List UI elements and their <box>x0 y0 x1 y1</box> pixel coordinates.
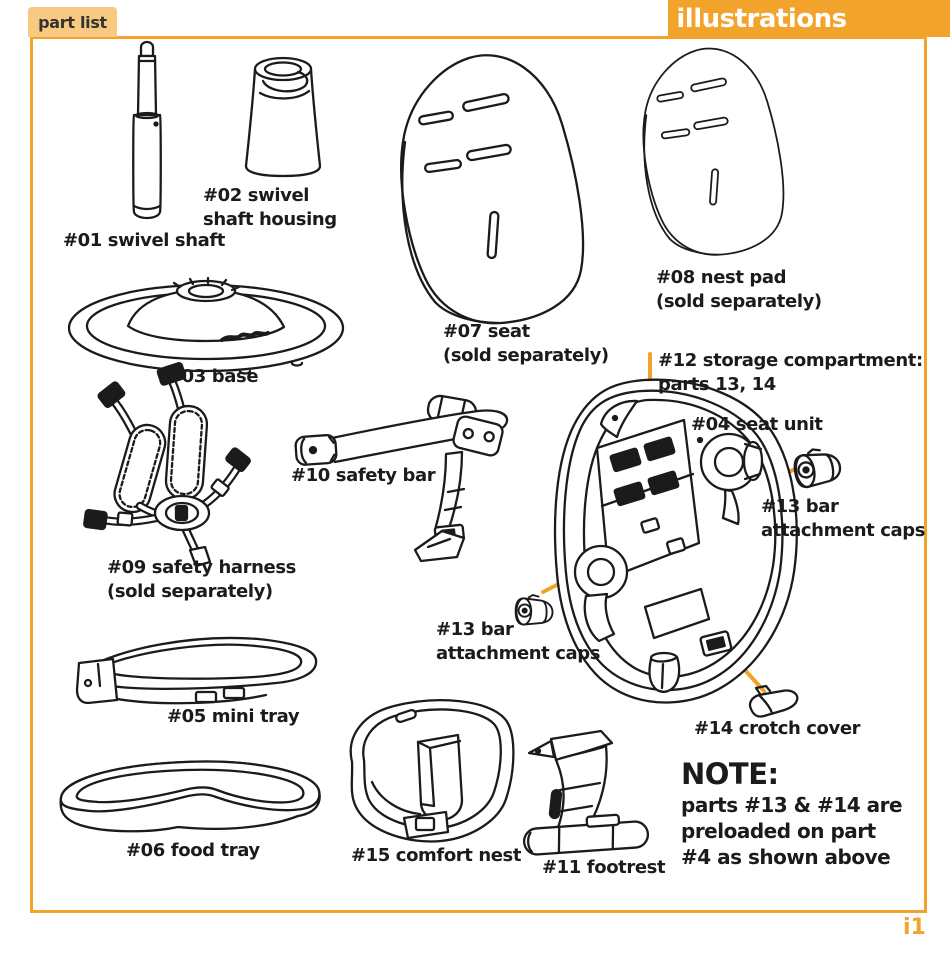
footrest-drawing <box>523 731 649 855</box>
base-drawing <box>69 278 343 374</box>
label-swivel-shaft: #01 swivel shaft <box>63 230 225 251</box>
safety-harness-drawing <box>84 362 251 566</box>
swivel-shaft-drawing <box>133 42 161 218</box>
food-tray-drawing <box>61 762 320 832</box>
part-list-tab: part list <box>28 7 117 37</box>
label-swivel-shaft-housing: #02 swivel shaft housing <box>203 185 337 230</box>
label-bar-attachment-caps-right: #13 bar attachment caps <box>761 496 926 541</box>
label-seat-unit: #04 seat unit <box>691 414 823 435</box>
label-nest-pad: #08 nest pad (sold separately) <box>656 267 822 312</box>
note-title: NOTE: <box>681 757 779 791</box>
label-base: #03 base <box>167 366 259 387</box>
label-seat: #07 seat (sold separately) <box>443 321 609 366</box>
comfort-nest-drawing <box>351 700 514 841</box>
label-comfort-nest: #15 comfort nest <box>351 845 522 866</box>
label-safety-harness: #09 safety harness (sold separately) <box>107 557 296 602</box>
mini-tray-drawing <box>77 638 316 703</box>
label-safety-bar: #10 safety bar <box>291 465 436 486</box>
preload-note: NOTE: parts #13 & #14 are preloaded on part #4 as shown above <box>681 757 903 869</box>
seat-drawing <box>401 55 583 323</box>
label-footrest: #11 footrest <box>542 857 666 878</box>
label-storage-compartment: #12 storage compartment: parts 13, 14 <box>658 350 923 395</box>
bar-attachment-cap-right-drawing <box>792 445 843 488</box>
label-food-tray: #06 food tray <box>126 840 260 861</box>
nest-pad-drawing <box>643 48 783 254</box>
crotch-cover-drawing <box>750 686 797 717</box>
page-number: i1 <box>903 915 926 940</box>
illustrations-banner: illustrations <box>668 0 950 37</box>
label-crotch-cover: #14 crotch cover <box>694 718 861 739</box>
swivel-shaft-housing-drawing <box>246 58 320 176</box>
label-mini-tray: #05 mini tray <box>167 706 300 727</box>
label-bar-attachment-caps-left: #13 bar attachment caps <box>436 619 601 664</box>
